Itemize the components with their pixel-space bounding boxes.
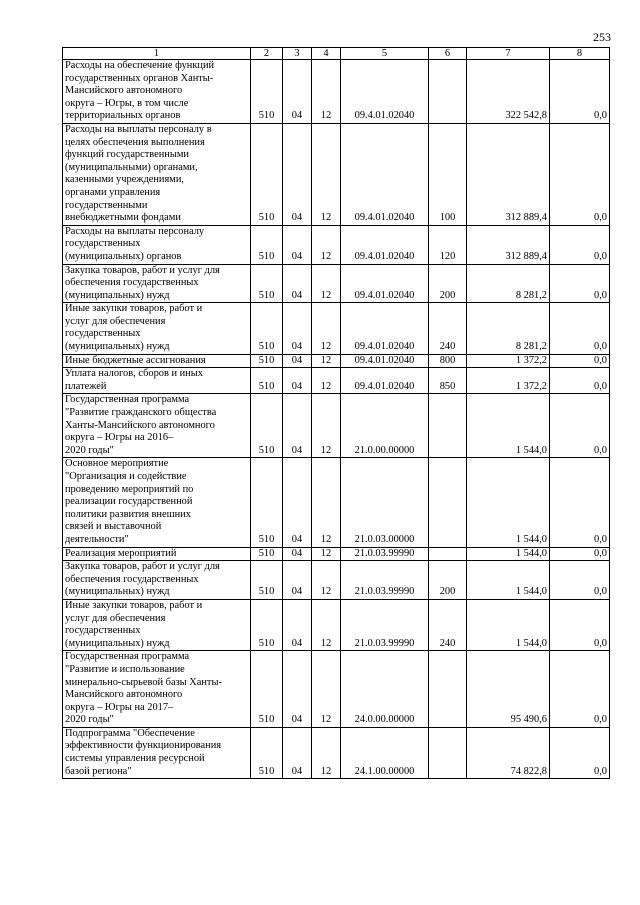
- subsection-code-cell: 12: [312, 651, 341, 728]
- table-row: [63, 651, 610, 728]
- amount-cell: 1 544,0: [467, 561, 550, 600]
- expense-type-cell: 240: [429, 599, 467, 650]
- expense-type-cell: 240: [429, 303, 467, 354]
- column-header: 4: [312, 48, 341, 60]
- expense-type-cell: 800: [429, 354, 467, 368]
- table-row: [63, 368, 610, 394]
- ministry-code-cell: 510: [251, 599, 283, 650]
- subvention-cell: 0,0: [550, 60, 610, 124]
- table-row: [63, 123, 610, 225]
- column-header: 7: [467, 48, 550, 60]
- ministry-code-cell: 510: [251, 354, 283, 368]
- page-number: 253: [593, 30, 611, 44]
- expense-type-cell: 850: [429, 368, 467, 394]
- subvention-cell: 0,0: [550, 599, 610, 650]
- budget-table: [62, 47, 610, 779]
- section-code-cell: 04: [283, 651, 312, 728]
- column-header: 8: [550, 48, 610, 60]
- table-row: [63, 727, 610, 778]
- target-article-cell: 21.0.03.99990: [341, 561, 429, 600]
- amount-cell: 8 281,2: [467, 303, 550, 354]
- subvention-cell: 0,0: [550, 123, 610, 225]
- expense-name-cell: Основное мероприятие "Организация и содействие проведению мероприятий по реализации государственной политики развития внешних связей и выставочной деятельности": [63, 458, 251, 547]
- subvention-cell: 0,0: [550, 264, 610, 303]
- ministry-code-cell: 510: [251, 264, 283, 303]
- section-code-cell: 04: [283, 368, 312, 394]
- subvention-cell: 0,0: [550, 368, 610, 394]
- table-row: [63, 225, 610, 264]
- section-code-cell: 04: [283, 547, 312, 561]
- target-article-cell: 09.4.01.02040: [341, 225, 429, 264]
- expense-name-cell: Закупка товаров, работ и услуг для обеспечения государственных (муниципальных) нужд: [63, 264, 251, 303]
- expense-name-cell: Реализация мероприятий: [63, 547, 251, 561]
- table-row: [63, 303, 610, 354]
- section-code-cell: 04: [283, 727, 312, 778]
- expense-name-cell: Государственная программа "Развитие гражданского общества Ханты-Мансийского автономного округа – Югры на 2016– 2020 годы": [63, 394, 251, 458]
- expense-name-cell: Уплата налогов, сборов и иных платежей: [63, 368, 251, 394]
- table-row: [63, 264, 610, 303]
- subvention-cell: 0,0: [550, 354, 610, 368]
- table-row: [63, 547, 610, 561]
- table-row: [63, 561, 610, 600]
- target-article-cell: 24.0.00.00000: [341, 651, 429, 728]
- target-article-cell: 09.4.01.02040: [341, 60, 429, 124]
- target-article-cell: 09.4.01.02040: [341, 264, 429, 303]
- table-row: [63, 458, 610, 547]
- expense-type-cell: [429, 394, 467, 458]
- amount-cell: 74 822,8: [467, 727, 550, 778]
- target-article-cell: 09.4.01.02040: [341, 368, 429, 394]
- ministry-code-cell: 510: [251, 727, 283, 778]
- ministry-code-cell: 510: [251, 651, 283, 728]
- ministry-code-cell: 510: [251, 561, 283, 600]
- amount-cell: 1 544,0: [467, 394, 550, 458]
- column-header: 5: [341, 48, 429, 60]
- expense-name-cell: Расходы на выплаты персоналу государственных (муниципальных) органов: [63, 225, 251, 264]
- subvention-cell: 0,0: [550, 458, 610, 547]
- subvention-cell: 0,0: [550, 225, 610, 264]
- ministry-code-cell: 510: [251, 458, 283, 547]
- amount-cell: 1 544,0: [467, 599, 550, 650]
- target-article-cell: 21.0.03.00000: [341, 458, 429, 547]
- subvention-cell: 0,0: [550, 303, 610, 354]
- section-code-cell: 04: [283, 458, 312, 547]
- amount-cell: 322 542,8: [467, 60, 550, 124]
- ministry-code-cell: 510: [251, 60, 283, 124]
- subvention-cell: 0,0: [550, 547, 610, 561]
- amount-cell: 312 889,4: [467, 123, 550, 225]
- expense-name-cell: Закупка товаров, работ и услуг для обеспечения государственных (муниципальных) нужд: [63, 561, 251, 600]
- column-header: 6: [429, 48, 467, 60]
- expense-type-cell: [429, 547, 467, 561]
- ministry-code-cell: 510: [251, 394, 283, 458]
- section-code-cell: 04: [283, 123, 312, 225]
- expense-name-cell: Иные закупки товаров, работ и услуг для обеспечения государственных (муниципальных) нужд: [63, 599, 251, 650]
- ministry-code-cell: 510: [251, 303, 283, 354]
- table-header-row: [63, 48, 610, 60]
- expense-name-cell: Иные закупки товаров, работ и услуг для обеспечения государственных (муниципальных) нужд: [63, 303, 251, 354]
- subsection-code-cell: 12: [312, 303, 341, 354]
- target-article-cell: 21.0.00.00000: [341, 394, 429, 458]
- subsection-code-cell: 12: [312, 561, 341, 600]
- expense-type-cell: [429, 458, 467, 547]
- expense-type-cell: 200: [429, 264, 467, 303]
- expense-type-cell: [429, 651, 467, 728]
- section-code-cell: 04: [283, 60, 312, 124]
- subsection-code-cell: 12: [312, 727, 341, 778]
- subvention-cell: 0,0: [550, 651, 610, 728]
- ministry-code-cell: 510: [251, 547, 283, 561]
- target-article-cell: 09.4.01.02040: [341, 303, 429, 354]
- subsection-code-cell: 12: [312, 394, 341, 458]
- section-code-cell: 04: [283, 303, 312, 354]
- subsection-code-cell: 12: [312, 599, 341, 650]
- column-header: 1: [63, 48, 251, 60]
- expense-type-cell: [429, 727, 467, 778]
- amount-cell: 1 544,0: [467, 547, 550, 561]
- expense-name-cell: Подпрограмма "Обеспечение эффективности функционирования системы управления ресурсной базой региона": [63, 727, 251, 778]
- subsection-code-cell: 12: [312, 264, 341, 303]
- target-article-cell: 24.1.00.00000: [341, 727, 429, 778]
- table-row: [63, 354, 610, 368]
- amount-cell: 8 281,2: [467, 264, 550, 303]
- expense-type-cell: 200: [429, 561, 467, 600]
- ministry-code-cell: 510: [251, 225, 283, 264]
- target-article-cell: 21.0.03.99990: [341, 599, 429, 650]
- amount-cell: 95 490,6: [467, 651, 550, 728]
- section-code-cell: 04: [283, 394, 312, 458]
- column-header: 2: [251, 48, 283, 60]
- target-article-cell: 09.4.01.02040: [341, 123, 429, 225]
- section-code-cell: 04: [283, 599, 312, 650]
- subvention-cell: 0,0: [550, 727, 610, 778]
- expense-name-cell: Расходы на выплаты персоналу в целях обеспечения выполнения функций государственными (муниципальными) органами, казенными учреждениями, органами управления государственными внебюджетными фондами: [63, 123, 251, 225]
- target-article-cell: 09.4.01.02040: [341, 354, 429, 368]
- amount-cell: 1 544,0: [467, 458, 550, 547]
- section-code-cell: 04: [283, 225, 312, 264]
- subsection-code-cell: 12: [312, 123, 341, 225]
- subvention-cell: 0,0: [550, 561, 610, 600]
- amount-cell: 1 372,2: [467, 354, 550, 368]
- table-row: [63, 394, 610, 458]
- subsection-code-cell: 12: [312, 354, 341, 368]
- subsection-code-cell: 12: [312, 368, 341, 394]
- expense-type-cell: [429, 60, 467, 124]
- expense-type-cell: 120: [429, 225, 467, 264]
- section-code-cell: 04: [283, 354, 312, 368]
- expense-name-cell: Иные бюджетные ассигнования: [63, 354, 251, 368]
- column-header: 3: [283, 48, 312, 60]
- amount-cell: 1 372,2: [467, 368, 550, 394]
- subsection-code-cell: 12: [312, 60, 341, 124]
- table-row: [63, 60, 610, 124]
- target-article-cell: 21.0.03.99990: [341, 547, 429, 561]
- ministry-code-cell: 510: [251, 368, 283, 394]
- section-code-cell: 04: [283, 561, 312, 600]
- subsection-code-cell: 12: [312, 225, 341, 264]
- expense-name-cell: Расходы на обеспечение функций государственных органов Ханты- Мансийского автономного округа – Югры, в том числе территориальных органов: [63, 60, 251, 124]
- section-code-cell: 04: [283, 264, 312, 303]
- table-row: [63, 599, 610, 650]
- ministry-code-cell: 510: [251, 123, 283, 225]
- amount-cell: 312 889,4: [467, 225, 550, 264]
- subsection-code-cell: 12: [312, 547, 341, 561]
- subvention-cell: 0,0: [550, 394, 610, 458]
- expense-type-cell: 100: [429, 123, 467, 225]
- expense-name-cell: Государственная программа "Развитие и использование минерально-сырьевой базы Ханты- Мансийского автономного округа – Югры на 2017– 2020 годы": [63, 651, 251, 728]
- subsection-code-cell: 12: [312, 458, 341, 547]
